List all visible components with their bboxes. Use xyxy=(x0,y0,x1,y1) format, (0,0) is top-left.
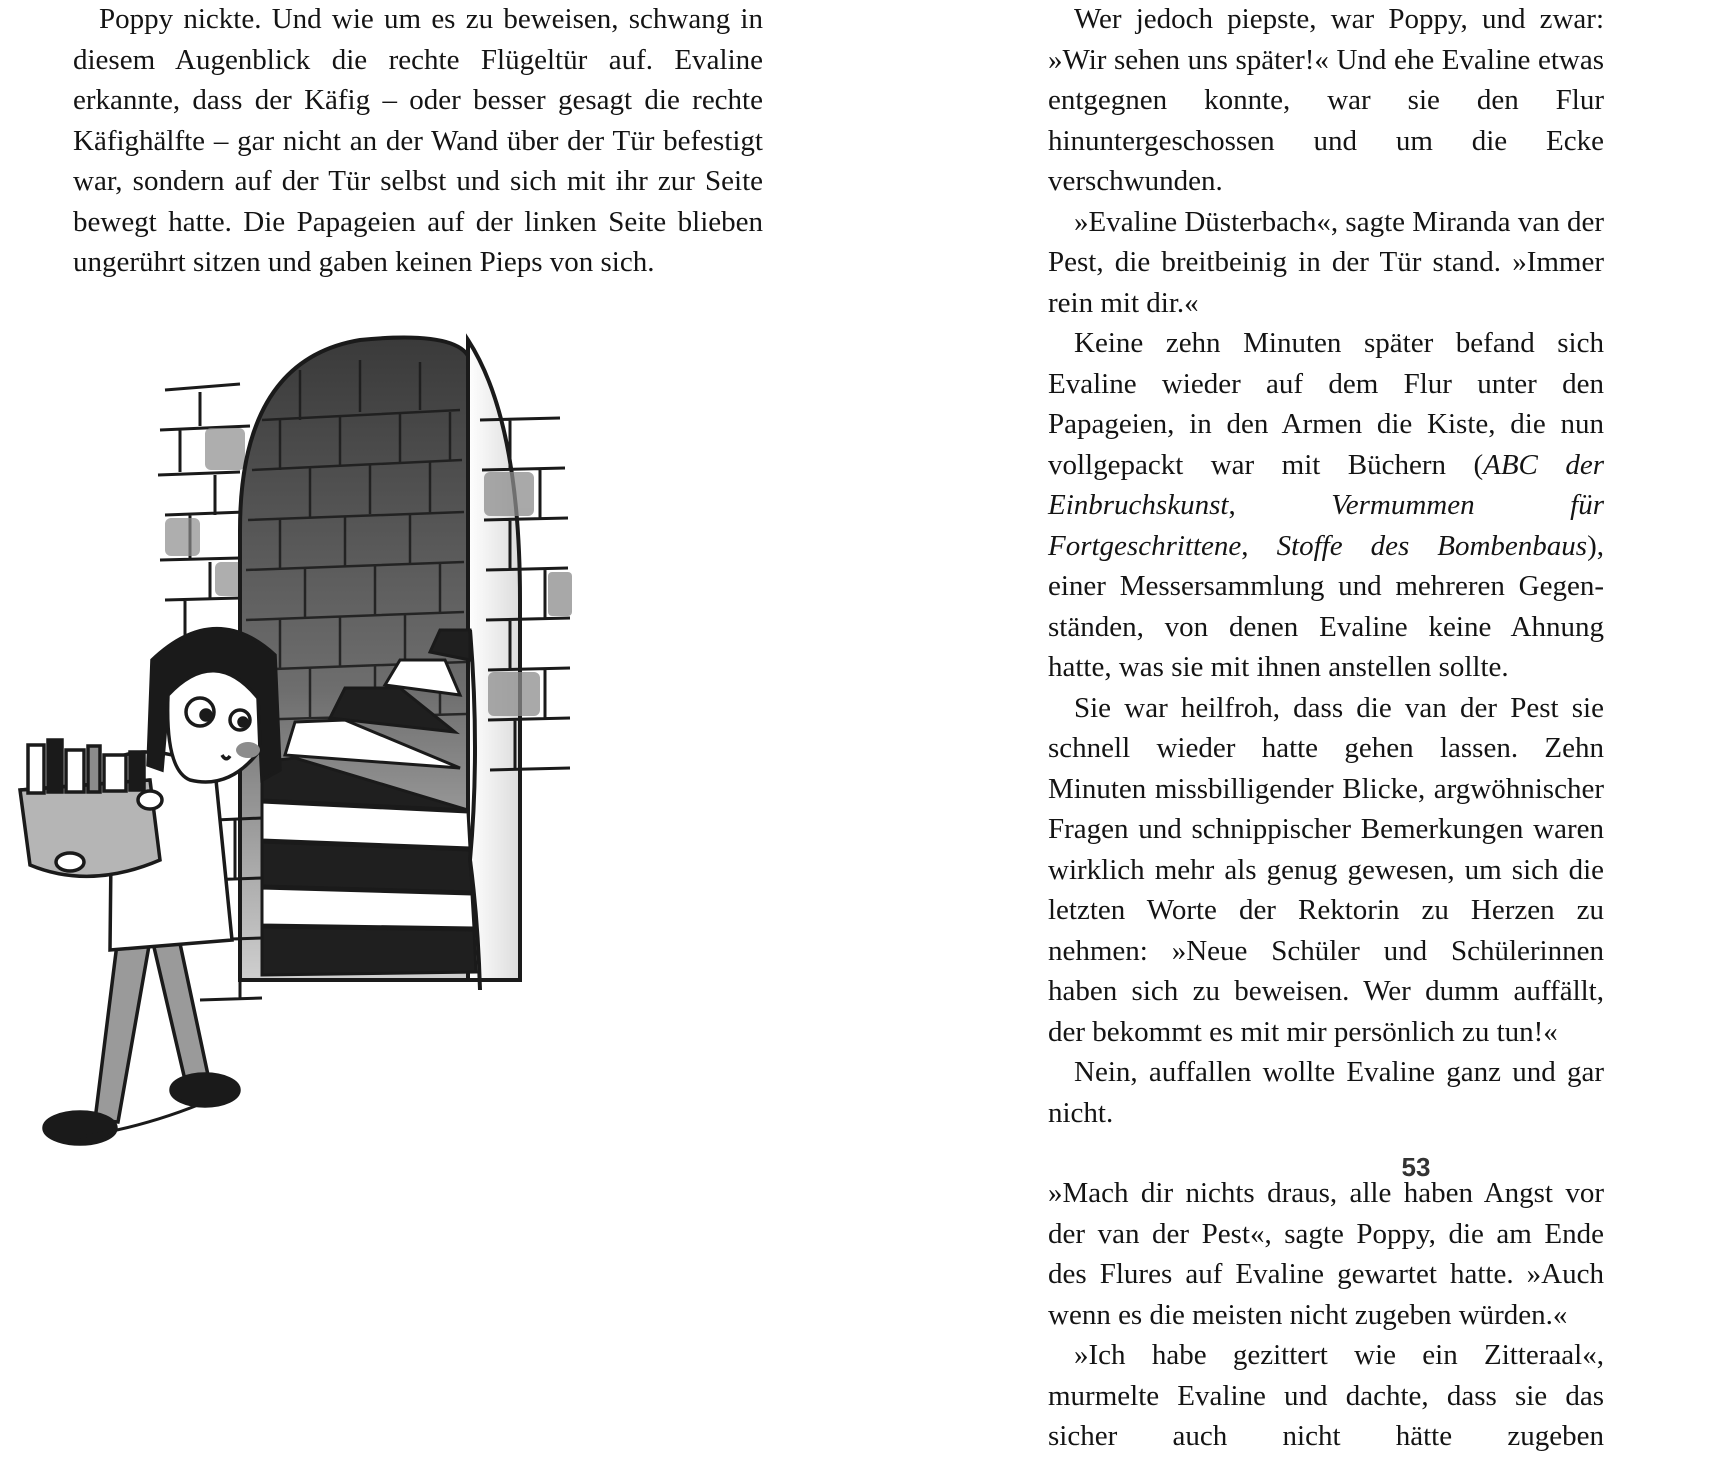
paragraph-with-book-titles xyxy=(1048,323,1604,688)
paragraph: Sie war heilfroh, dass die van der Pest sie schnell wieder hatte gehen lassen. Zehn Minuten missbilligender Blicke, argwöhnischer Fragen und schnippischer Bemerkungen waren wirklich mehr als genug gewesen, um sich die letzten Worte der Rektorin zu Herzen zu nehmen: »Neue Schüler und Schülerinnen haben sich zu beweisen. Wer dumm auffällt, der bekommt es mit mir persönlich zu tun!« xyxy=(1048,691,1604,1048)
left-page xyxy=(0,0,868,1272)
book-title: Vermummen für Fortgeschrittene xyxy=(1048,489,1605,562)
paragraph: »Mach dir nichts draus, alle haben Angst vor der van der Pest«, sagte Poppy, die am Ende des Flures auf Evaline gewartet hatte. »Auch wenn es die meisten nicht zugeben würden.« xyxy=(1048,1177,1604,1331)
paragraph: Poppy nickte. Und wie um es zu beweisen, schwang in diesem Augenblick die rechte Flügeltür auf. Evaline erkannte, dass der Käfig – oder besser gesagt die rechte Käfighälfte – gar nicht an der Wand über der Tür befestigt war, sondern auf der Tür selbst und sich mit ihr zur Seite bewegt hatte. Die Papageien auf der linken Seite blieben ungerührt sitzen und gaben keinen Pieps von sich. xyxy=(73,3,763,278)
text-run: Keine zehn Minuten später befand sich Evaline wieder auf dem Flur unter den Papageien, in den Armen die Kiste, die nun vollgepackt war mit Büchern ( xyxy=(1048,327,1604,481)
paragraph: »Ich habe gezittert wie ein Zitteraal«, murmelte Evaline und dachte, dass sie das sicher auch nicht hätte zugeben xyxy=(1048,1339,1604,1452)
page-number: 53 xyxy=(1401,1152,1431,1182)
paragraph: Wer jedoch piepste, war Poppy, und zwar: »Wir sehen uns später!« Und ehe Evaline etwas entgegnen konnte, war sie den Flur hinuntergeschossen und um die Ecke verschwunden. xyxy=(1048,3,1604,197)
text-run: ), einer Messersammlung und mehreren Gegenständen, von denen Evaline keine Ahnung hatte, was sie mit ihnen anstellen sollte. xyxy=(1048,529,1605,683)
text-run: , xyxy=(1241,529,1277,562)
left-page-text xyxy=(73,0,763,283)
brick-wall-left xyxy=(158,384,250,645)
text-run: , xyxy=(1228,489,1332,521)
pillar-right xyxy=(468,340,520,980)
right-page xyxy=(868,0,1736,1452)
paragraph: »Evaline Düsterbach«, sagte Miranda van der Pest, die breitbeinig in der Tür stand. »Immer rein mit dir.« xyxy=(1048,205,1604,319)
book-title: ABC der Einbruchskunst xyxy=(1048,448,1604,521)
book-title: Stoffe des Bombenbaus xyxy=(1276,529,1588,562)
right-page-text xyxy=(1048,0,1604,1457)
paragraph: Nein, auffallen wollte Evaline ganz und gar nicht. xyxy=(1048,1056,1604,1129)
staircase-illustration xyxy=(0,300,640,1260)
